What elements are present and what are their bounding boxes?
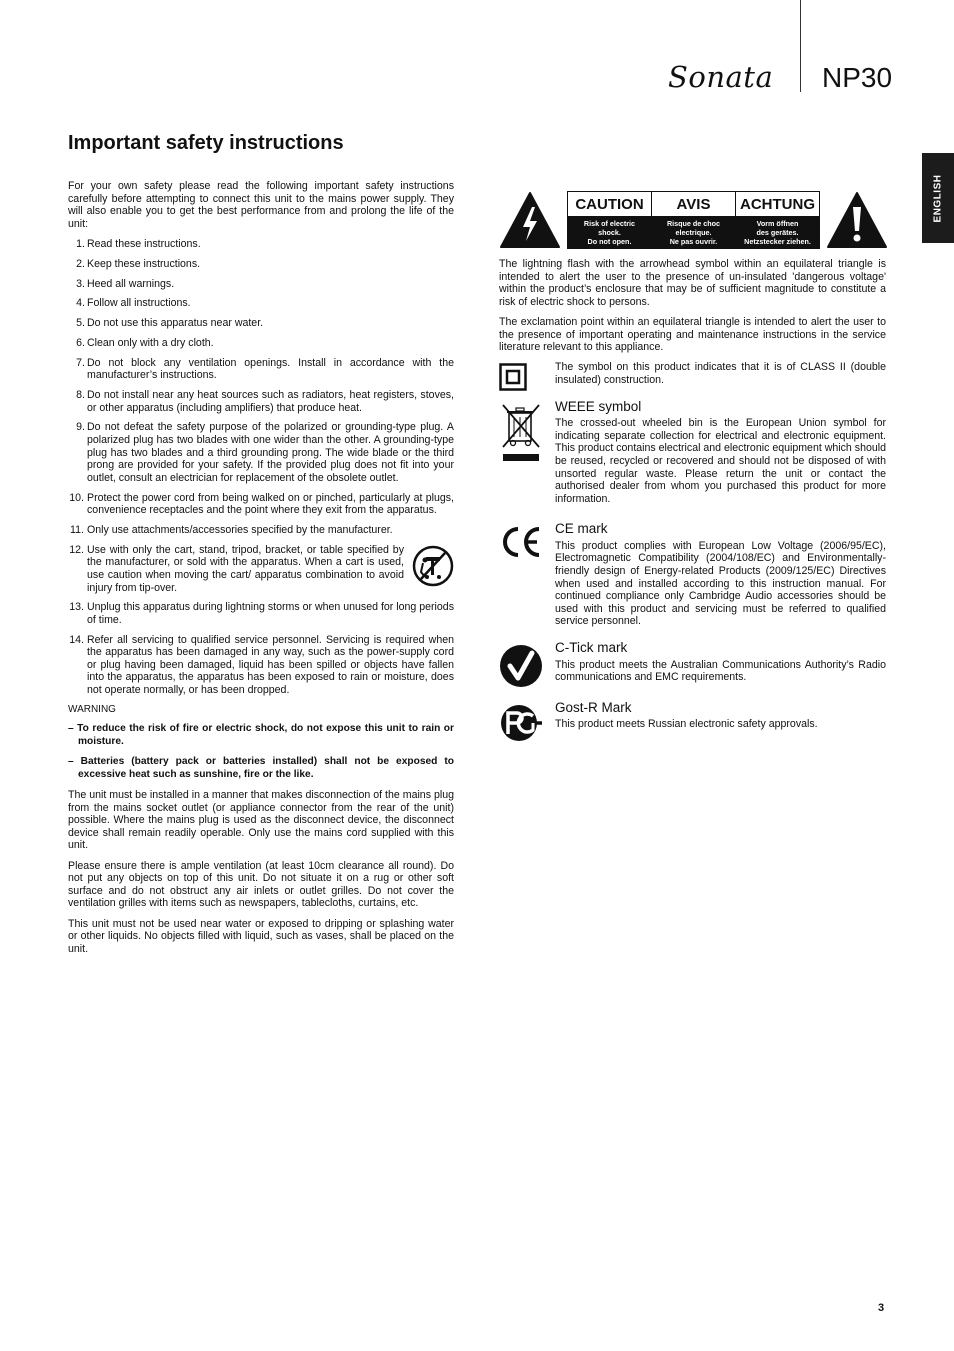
list-item: 12. Use with only the cart, stand, tripod, bracket, or table specified by the manufacturer, or sold with the apparatus. When a cart is used, use caution when moving the cart/ apparatus combination to avoid injury from tip-over. [68,544,454,594]
gost-title: Gost-R Mark [555,699,632,715]
instruction-list [68,238,454,697]
exclamation-warning-icon [826,191,888,249]
class2-icon [499,363,527,391]
ce-mark-icon [499,525,543,559]
ctick-block [499,642,886,684]
class2-paragraph: The symbol on this product indicates that it is of CLASS II (double insulated) construction. [555,361,886,386]
list-item: 10. Protect the power cord from being walked on or pinched, particularly at plugs, convenience receptacles and the point where they exit from the apparatus. [69,491,454,517]
list-item: 3. Heed all warnings. [76,277,175,290]
mains-paragraph: The unit must be installed in a manner that makes disconnection of the mains plug from the mains socket outlet (or appliance connector from the rear of the unit) possible. Where the mains plug is used as the disconnect device, the disconnect device shall remain readily operable. Only use the mains cord supplied with this unit. [68,788,454,852]
ce-paragraph: This product complies with European Low Voltage (2006/95/EC), Electromagnetic Compatibility (2004/108/EC) and Environmentally-friendly design of Energy-related Products (2009/125/EC) Directives when used and installed according to this instruction manual. For continued compliance only Cambridge Audio accessories should be used with this product and servicing must be referred to qualified service personnel. [555,539,886,628]
c-tick-icon [499,644,543,688]
list-item: 14. Refer all servicing to qualified service personnel. Servicing is required when the apparatus has been damaged in any way, such as the power-supply cord or plug having been damaged, liquid has been spilled or objects have fallen into the apparatus, the apparatus has been exposed to rain or moisture, does not operate normally, or has been dropped. [69,633,454,697]
warning-item: – Batteries (battery pack or batteries installed) shall not be exposed to excessive heat such as sunshine, fire or the like. [68,756,454,780]
gost-paragraph: This product meets Russian electronic safety approvals. [555,718,818,731]
class2-block [499,361,886,386]
intro-paragraph: For your own safety please read the following important safety instructions carefully before attempting to connect this unit to the mains power supply. They will also enable you to get the best performance from and prolong the life of the unit: [68,180,454,230]
language-tab [922,153,954,243]
water-paragraph: This unit must not be used near water or exposed to dripping or splashing water or other liquids. No objects filled with liquid, such as vases, shall be placed on the unit. [68,917,454,955]
list-item: 5. Do not use this apparatus near water. [76,317,264,330]
ce-block [499,523,886,628]
list-item: 11. Only use attachments/accessories specified by the manufacturer. [70,523,393,536]
achtung-cell: ACHTUNG Vorm öffnen des gerätes. Netzstecker ziehen. [736,192,819,248]
page-number: 3 [878,1302,885,1314]
warning-item: – To reduce the risk of fire or electric shock, do not expose this unit to rain or moisture. [68,723,454,747]
ce-title: CE mark [555,521,608,537]
weee-title: WEEE symbol [555,398,642,414]
list-item: 6. Clean only with a dry cloth. [76,336,214,349]
ventilation-paragraph: Please ensure there is ample ventilation (at least 10cm clearance all round). Do not put any objects on top of this unit. Do not situate it on a rug or other soft surface and do not obstruct any air inlets or outlet grilles. Do not cover the ventilation grilles with items such as newspapers, tablecloths, curtains, etc. [68,859,454,910]
language-tab-label: ENGLISH [932,174,944,222]
list-item: 8. Do not install near any heat sources such as radiators, heat registers, stoves, or other apparatus (including amplifiers) that produce heat. [76,389,454,414]
ctick-title: C-Tick mark [555,640,628,656]
list-item: 1. Read these instructions. [76,237,201,250]
list-item: 9. Do not defeat the safety purpose of the polarized or grounding-type plug. A polarized plug has two blades with one wider than the other. A grounding-type plug has two blades and a third grounding prong. The wide blade or the third prong are provided for your safety. If the provided plug does not fit into your outlet, consult an electrician for replacement of the obsolete outlet. [76,421,454,484]
cart-tipover-icon [412,544,454,588]
model-name: NP30 [822,62,893,93]
lightning-warning-icon [499,191,561,249]
caution-box [567,191,820,249]
gost-block [499,699,886,731]
lightning-paragraph: The lightning flash with the arrowhead symbol within an equilateral triangle is intended to alert the user to the presence of un-insulated 'dangerous voltage' within the product’s enclosure that may be of sufficient magnitude to constitute a risk of electric shock to persons. [499,258,886,308]
header-divider [800,0,801,92]
right-column [499,258,886,741]
list-item: 4. Follow all instructions. [76,297,191,310]
list-item: 2. Keep these instructions. [76,257,201,270]
ctick-paragraph: This product meets the Australian Communications Authority’s Radio communications and EMC requirements. [555,658,886,684]
page-title: Important safety instructions [68,132,344,154]
gost-r-icon [499,704,543,742]
exclamation-paragraph: The exclamation point within an equilateral triangle is intended to alert the user to the presence of important operating and maintenance instructions in the service literature relevant to this appliance. [499,315,886,354]
warning-heading: WARNING [68,703,116,715]
caution-cell: CAUTION Risk of electric shock. Do not open. [568,192,652,248]
weee-block [499,398,886,506]
weee-paragraph: The crossed-out wheeled bin is the European Union symbol for indicating separate collection for electrical and electronic equipment. This product contains electrical and electronic equipment which should be reused, recycled or recovered and should not be disposed of with unsorted regular waste. Please return the unit or contact the authorised dealer from whom you purchased this product for more information. [555,417,886,505]
avis-cell: AVIS Risque de choc electrique. Ne pas ouvrir. [652,192,736,248]
list-item: 13. Unplug this apparatus during lightning storms or when unused for long periods of time. [69,601,454,626]
brand-logo: Sonata [668,60,774,94]
crossed-bin-icon [499,403,543,463]
caution-label [499,190,889,250]
left-column [68,180,454,963]
list-item: 7. Do not block any ventilation openings. Install in accordance with the manufacturer’s instructions. [76,356,454,382]
